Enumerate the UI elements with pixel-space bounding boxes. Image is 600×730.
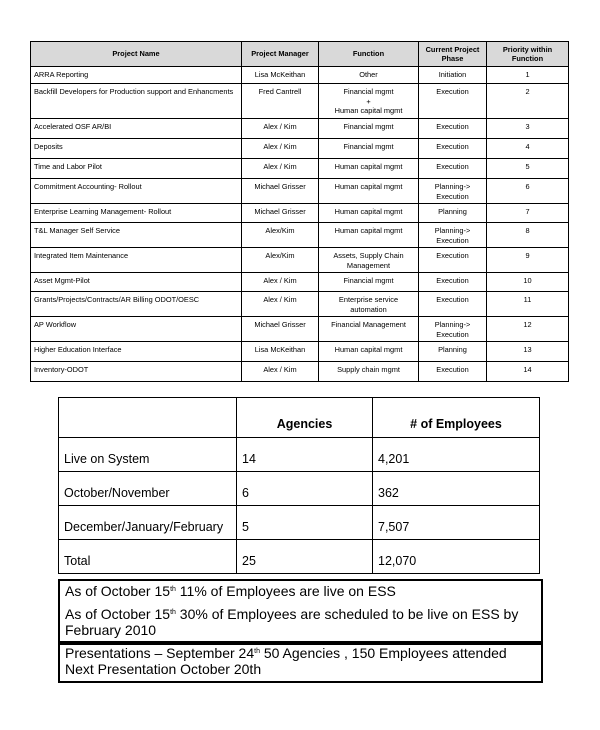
project-manager-cell: Alex/Kim (242, 223, 319, 248)
project-name-cell: Grants/Projects/Contracts/AR Billing ODOT/OESC (31, 292, 242, 317)
summary-header-row (59, 398, 540, 438)
function-cell: Human capital mgmt (319, 179, 419, 204)
function-cell: Human capital mgmt (319, 342, 419, 362)
project-manager-cell: Alex / Kim (242, 362, 319, 382)
project-name-cell: Inventory-ODOT (31, 362, 242, 382)
priority-cell: 5 (487, 159, 569, 179)
next-presentation-line: Next Presentation October 20th (65, 661, 262, 677)
ess-live-line (65, 583, 536, 599)
summary-label-cell: October/November (59, 472, 237, 506)
summary-agencies-cell: 6 (237, 472, 373, 506)
priority-cell: 1 (487, 67, 569, 84)
ess-live-text: As of October 15 (65, 583, 171, 599)
phase-cell: Planning-> Execution (419, 179, 487, 204)
presentations-line (65, 645, 536, 661)
project-row (31, 342, 569, 362)
summary-header-blank (59, 398, 237, 438)
project-row (31, 67, 569, 84)
phase-cell: Execution (419, 119, 487, 139)
project-manager-cell: Alex / Kim (242, 119, 319, 139)
project-row (31, 273, 569, 292)
project-name-cell: Deposits (31, 139, 242, 159)
project-manager-cell: Alex / Kim (242, 292, 319, 317)
project-manager-cell: Alex / Kim (242, 139, 319, 159)
project-manager-cell: Fred Cantrell (242, 84, 319, 119)
project-manager-cell: Alex / Kim (242, 159, 319, 179)
phase-cell: Planning-> Execution (419, 223, 487, 248)
priority-cell: 8 (487, 223, 569, 248)
function-cell: Human capital mgmt (319, 204, 419, 223)
project-name-cell: Higher Education Interface (31, 342, 242, 362)
function-cell: Financial mgmt (319, 273, 419, 292)
presentations-text: Presentations – September 24 (65, 645, 255, 661)
project-name-cell: Time and Labor Pilot (31, 159, 242, 179)
phase-cell: Planning (419, 342, 487, 362)
header-project-name: Project Name (31, 42, 242, 67)
priority-cell: 14 (487, 362, 569, 382)
summary-agencies-cell: 25 (237, 540, 373, 574)
phase-cell: Execution (419, 159, 487, 179)
phase-cell: Initiation (419, 67, 487, 84)
header-function: Function (319, 42, 419, 67)
project-row (31, 119, 569, 139)
agency-summary-table (58, 397, 540, 574)
summary-agencies-cell: 5 (237, 506, 373, 540)
function-cell: Assets, Supply Chain Management (319, 248, 419, 273)
priority-cell: 11 (487, 292, 569, 317)
summary-row (59, 472, 540, 506)
summary-employees-cell: 4,201 (373, 438, 540, 472)
function-cell: Enterprise service automation (319, 292, 419, 317)
project-manager-cell: Michael Grisser (242, 179, 319, 204)
project-row (31, 292, 569, 317)
priority-cell: 3 (487, 119, 569, 139)
function-cell: Other (319, 67, 419, 84)
priority-cell: 12 (487, 317, 569, 342)
priority-cell: 4 (487, 139, 569, 159)
presentations-note (58, 641, 543, 683)
function-cell: Financial mgmt (319, 119, 419, 139)
project-row (31, 223, 569, 248)
header-priority: Priority within Function (487, 42, 569, 67)
project-row (31, 317, 569, 342)
ess-scheduled-line (65, 606, 536, 638)
project-name-cell: Accelerated OSF AR/BI (31, 119, 242, 139)
project-row (31, 248, 569, 273)
ess-status-note (58, 579, 543, 645)
function-cell: Financial Management (319, 317, 419, 342)
summary-label-cell: Total (59, 540, 237, 574)
ess-live-rest: 11% of Employees are live on ESS (175, 583, 396, 599)
presentations-rest: 50 Agencies , 150 Employees attended (259, 645, 507, 661)
project-row (31, 179, 569, 204)
summary-label-cell: December/January/February (59, 506, 237, 540)
priority-cell: 10 (487, 273, 569, 292)
project-row (31, 139, 569, 159)
ess-live-sup: th (170, 586, 176, 593)
header-project-manager: Project Manager (242, 42, 319, 67)
summary-header-employees: # of Employees (373, 398, 540, 438)
priority-cell: 7 (487, 204, 569, 223)
priority-cell: 2 (487, 84, 569, 119)
summary-label-cell: Live on System (59, 438, 237, 472)
project-row (31, 159, 569, 179)
project-name-cell: ARRA Reporting (31, 67, 242, 84)
function-cell: Financial mgmt (319, 139, 419, 159)
phase-cell: Execution (419, 292, 487, 317)
projects-table (30, 41, 569, 382)
project-manager-cell: Michael Grisser (242, 317, 319, 342)
project-name-cell: AP Workflow (31, 317, 242, 342)
function-cell: Supply chain mgmt (319, 362, 419, 382)
project-row (31, 362, 569, 382)
ess-scheduled-sup: th (170, 609, 176, 616)
priority-cell: 6 (487, 179, 569, 204)
phase-cell: Planning (419, 204, 487, 223)
project-manager-cell: Lisa McKeithan (242, 67, 319, 84)
phase-cell: Execution (419, 139, 487, 159)
presentations-sup: th (254, 648, 260, 655)
projects-header-row (31, 42, 569, 67)
summary-employees-cell: 7,507 (373, 506, 540, 540)
phase-cell: Execution (419, 362, 487, 382)
function-cell: Financial mgmt + Human capital mgmt (319, 84, 419, 119)
summary-header-agencies: Agencies (237, 398, 373, 438)
phase-cell: Planning-> Execution (419, 317, 487, 342)
phase-cell: Execution (419, 273, 487, 292)
summary-row (59, 506, 540, 540)
summary-row (59, 540, 540, 574)
ess-scheduled-rest: 30% of Employees are scheduled to be live on ESS by February 2010 (65, 606, 519, 638)
ess-scheduled-text: As of October 15 (65, 606, 171, 622)
project-manager-cell: Lisa McKeithan (242, 342, 319, 362)
project-row (31, 84, 569, 119)
summary-row (59, 438, 540, 472)
phase-cell: Execution (419, 84, 487, 119)
summary-employees-cell: 362 (373, 472, 540, 506)
priority-cell: 9 (487, 248, 569, 273)
project-row (31, 204, 569, 223)
summary-agencies-cell: 14 (237, 438, 373, 472)
project-name-cell: Commitment Accounting- Rollout (31, 179, 242, 204)
priority-cell: 13 (487, 342, 569, 362)
phase-cell: Execution (419, 248, 487, 273)
summary-employees-cell: 12,070 (373, 540, 540, 574)
project-name-cell: Asset Mgmt-Pilot (31, 273, 242, 292)
project-manager-cell: Alex/Kim (242, 248, 319, 273)
project-manager-cell: Michael Grisser (242, 204, 319, 223)
function-cell: Human capital mgmt (319, 159, 419, 179)
project-name-cell: T&L Manager Self Service (31, 223, 242, 248)
project-name-cell: Enterprise Learning Management- Rollout (31, 204, 242, 223)
project-name-cell: Backfill Developers for Production support and Enhancments (31, 84, 242, 119)
header-project-phase: Current Project Phase (419, 42, 487, 67)
project-name-cell: Integrated Item Maintenance (31, 248, 242, 273)
function-cell: Human capital mgmt (319, 223, 419, 248)
project-manager-cell: Alex / Kim (242, 273, 319, 292)
